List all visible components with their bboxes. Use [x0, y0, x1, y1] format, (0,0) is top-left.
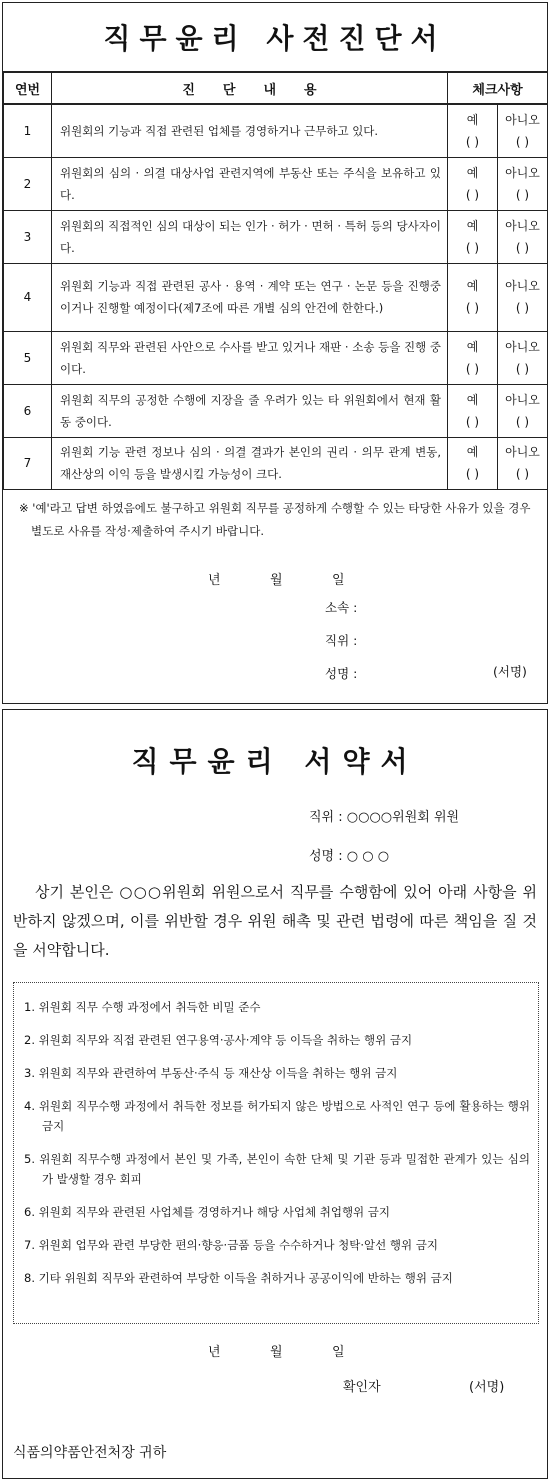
no-checkbox[interactable] — [498, 384, 548, 437]
yes-checkbox[interactable] — [448, 263, 498, 331]
table-row — [4, 331, 548, 384]
yes-label: 예 — [466, 392, 479, 407]
yes-blank: ( ) — [465, 361, 480, 376]
table-row — [4, 157, 548, 210]
form2-title: 직무윤리 서약서 — [131, 745, 419, 778]
pledge-statement: 상기 본인은 ○○○위원회 위원으로서 직무를 수행함에 있어 아래 사항을 위반하지 않겠으며, 이를 위반할 경우 위원 해촉 및 관련 법령에 따른 책임을 질 것을 서약합니다. — [13, 883, 537, 959]
no-blank: ( ) — [515, 134, 530, 149]
list-item: 6. 위원회 직무와 관련된 사업체를 경영하거나 해당 사업체 취업행위 금지 — [24, 1205, 391, 1219]
yes-label: 예 — [466, 445, 479, 459]
yes-label: 예 — [466, 279, 479, 293]
row-text: 위원회의 기능과 직접 관련된 업체를 경영하거나 근무하고 있다. — [52, 104, 448, 157]
no-blank: ( ) — [515, 240, 530, 255]
no-blank: ( ) — [515, 301, 530, 315]
header-content: 진단내용 — [52, 72, 448, 104]
affiliation-field[interactable]: 소속 : — [325, 600, 358, 615]
yes-checkbox[interactable] — [448, 437, 498, 489]
form2-date — [208, 1341, 347, 1360]
confirmer-field[interactable]: 확인자 — [343, 1380, 381, 1395]
yes-blank: ( ) — [465, 187, 480, 202]
no-blank: ( ) — [515, 187, 530, 202]
yes-checkbox[interactable] — [448, 384, 498, 437]
yes-blank: ( ) — [465, 301, 480, 315]
year-label: 년 — [208, 1345, 223, 1360]
no-label: 아니오 — [505, 165, 540, 180]
no-label: 아니오 — [505, 445, 540, 459]
form2-signature[interactable]: (서명) — [469, 1380, 505, 1395]
ethics-pledge-form — [2, 709, 548, 1479]
form1-signature[interactable]: (서명) — [493, 664, 527, 679]
yes-checkbox[interactable] — [448, 331, 498, 384]
addressee: 식품의약품안전처장 귀하 — [13, 1445, 167, 1461]
row-number: 2 — [4, 157, 52, 210]
yes-blank: ( ) — [465, 467, 480, 481]
day-label: 일 — [332, 573, 347, 588]
yes-label: 예 — [466, 339, 479, 354]
no-checkbox[interactable] — [498, 210, 548, 263]
row-number: 5 — [4, 331, 52, 384]
yes-label: 예 — [466, 218, 479, 233]
row-number: 4 — [4, 263, 52, 331]
row-text: 위원회 직무의 공정한 수행에 지장을 줄 우려가 있는 타 위원회에서 현재 활동 중이다. — [52, 384, 448, 437]
row-text: 위원회의 심의 · 의결 대상사업 관련지역에 부동산 또는 주식을 보유하고 있다. — [52, 157, 448, 210]
row-text: 위원회 직무와 관련된 사안으로 수사를 받고 있거나 재판 · 소송 등을 진행 중이다. — [52, 331, 448, 384]
table-row — [4, 210, 548, 263]
table-row — [4, 437, 548, 489]
day-label: 일 — [332, 1345, 347, 1360]
no-blank: ( ) — [515, 467, 530, 481]
list-item: 4. 위원회 직무수행 과정에서 취득한 정보를 허가되지 않은 방법으로 사적인 연구 등에 활용하는 행위 금지 — [24, 1099, 530, 1133]
row-text: 위원회 기능 관련 정보나 심의 · 의결 결과가 본인의 권리 · 의무 관계 변동, 재산상의 이익 등을 발생시킬 가능성이 크다. — [52, 437, 448, 489]
no-label: 아니오 — [505, 218, 540, 233]
pledge-name-line: 성명 : ○ ○ ○ — [309, 849, 390, 864]
pledge-items-box — [13, 982, 539, 1324]
position-field[interactable]: 직위 : — [325, 633, 358, 648]
no-checkbox[interactable] — [498, 331, 548, 384]
diagnosis-table — [3, 71, 548, 490]
no-label: 아니오 — [505, 112, 540, 127]
month-label: 월 — [270, 573, 285, 588]
month-label: 월 — [270, 1345, 285, 1360]
no-label: 아니오 — [505, 339, 540, 354]
row-text: 위원회의 직접적인 심의 대상이 되는 인가 · 허가 · 면허 · 특허 등의 당사자이다. — [52, 210, 448, 263]
list-item: 2. 위원회 직무와 직접 관련된 연구용역·공사·계약 등 이득을 취하는 행위 금지 — [24, 1033, 413, 1047]
row-number: 1 — [4, 104, 52, 157]
yes-checkbox[interactable] — [448, 210, 498, 263]
table-row — [4, 263, 548, 331]
no-blank: ( ) — [515, 361, 530, 376]
form1-date — [208, 569, 347, 588]
list-item: 8. 기타 위원회 직무와 관련하여 부당한 이득을 취하거나 공공이익에 반하는 행위 금지 — [24, 1271, 453, 1285]
yes-checkbox[interactable] — [448, 104, 498, 157]
header-no: 연번 — [4, 72, 52, 104]
list-item: 3. 위원회 직무와 관련하여 부동산·주식 등 재산상 이득을 취하는 행위 금지 — [24, 1066, 398, 1080]
form1-note: ※ '예'라고 답변 하였음에도 불구하고 위원회 직무를 공정하게 수행할 수 있는 타당한 사유가 있을 경우 별도로 사유를 작성·제출하여 주시기 바랍니다. — [19, 501, 531, 538]
table-header-row — [4, 72, 548, 104]
table-row — [4, 104, 548, 157]
ethics-self-diagnosis-form — [2, 2, 548, 704]
no-checkbox[interactable] — [498, 104, 548, 157]
yes-label: 예 — [466, 112, 479, 127]
yes-blank: ( ) — [465, 134, 480, 149]
year-label: 년 — [208, 573, 223, 588]
form1-title: 직무윤리 사전진단서 — [103, 22, 447, 55]
yes-blank: ( ) — [465, 414, 480, 429]
row-text: 위원회 기능과 직접 관련된 공사 · 용역 · 계약 또는 연구 · 논문 등을 진행중이거나 진행할 예정이다(제7조에 따른 개별 심의 안건에 한한다.) — [52, 263, 448, 331]
list-item: 1. 위원회 직무 수행 과정에서 취득한 비밀 준수 — [24, 1000, 261, 1014]
name-field[interactable]: 성명 : — [325, 666, 358, 681]
no-checkbox[interactable] — [498, 437, 548, 489]
pledge-position-line: 직위 : ○○○○위원회 위원 — [309, 810, 460, 825]
header-check: 체크사항 — [448, 72, 548, 104]
no-checkbox[interactable] — [498, 157, 548, 210]
no-label: 아니오 — [505, 392, 540, 407]
yes-blank: ( ) — [465, 240, 480, 255]
no-blank: ( ) — [515, 414, 530, 429]
row-number: 7 — [4, 437, 52, 489]
table-row — [4, 384, 548, 437]
row-number: 3 — [4, 210, 52, 263]
yes-checkbox[interactable] — [448, 157, 498, 210]
row-number: 6 — [4, 384, 52, 437]
list-item: 7. 위원회 업무와 관련 부당한 편의·향응·금품 등을 수수하거나 청탁·알선 행위 금지 — [24, 1238, 438, 1252]
list-item: 5. 위원회 직무수행 과정에서 본인 및 가족, 본인이 속한 단체 및 기관 등과 밀접한 관계가 있는 심의가 발생할 경우 회피 — [24, 1152, 530, 1186]
no-label: 아니오 — [505, 279, 540, 293]
no-checkbox[interactable] — [498, 263, 548, 331]
yes-label: 예 — [466, 165, 479, 180]
